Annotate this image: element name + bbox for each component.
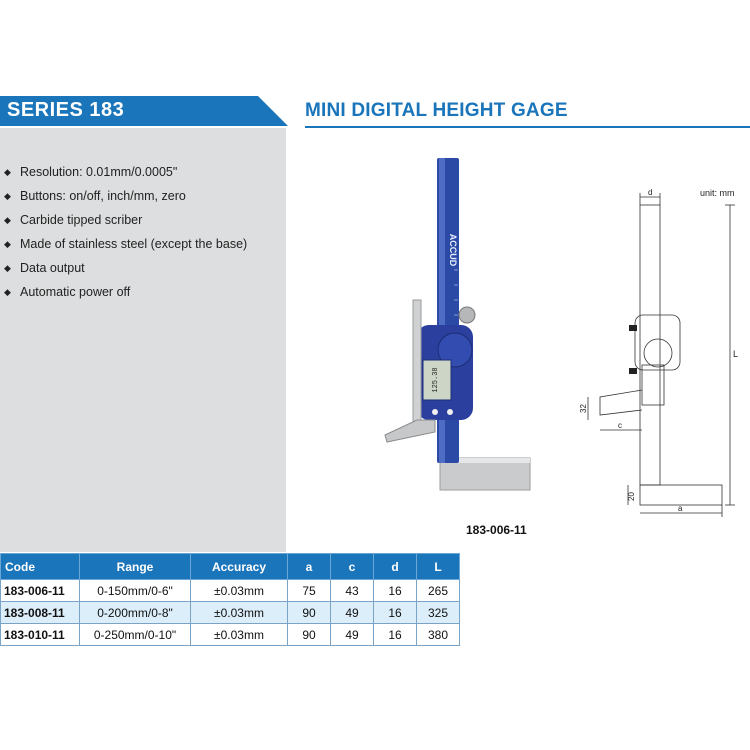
cell-code: 183-008-11 xyxy=(1,602,80,624)
dim-label-L: L xyxy=(733,349,739,359)
cell-d: 16 xyxy=(374,580,417,602)
table-header-row xyxy=(1,554,460,580)
diamond-bullet-icon: ◆ xyxy=(4,167,11,177)
cell-range: 0-150mm/0-6" xyxy=(80,580,191,602)
col-header-c: c xyxy=(331,554,374,580)
title-underline xyxy=(305,126,750,128)
cell-c: 43 xyxy=(331,580,374,602)
diamond-bullet-icon: ◆ xyxy=(4,215,11,225)
cell-code: 183-010-11 xyxy=(1,624,80,646)
product-photo xyxy=(375,150,540,500)
dim-label-d: d xyxy=(648,188,653,197)
dim-label-a: a xyxy=(678,504,683,513)
col-header-d: d xyxy=(374,554,417,580)
features-list xyxy=(4,160,247,304)
table-row xyxy=(1,602,460,624)
unit-label: unit: mm xyxy=(700,188,735,198)
table-row xyxy=(1,624,460,646)
brand-label: ACCUD xyxy=(448,233,458,267)
feature-item: ◆ Automatic power off xyxy=(4,280,247,304)
diamond-bullet-icon: ◆ xyxy=(4,239,11,249)
cell-range: 0-250mm/0-10" xyxy=(80,624,191,646)
cell-c: 49 xyxy=(331,602,374,624)
cell-range: 0-200mm/0-8" xyxy=(80,602,191,624)
cell-L: 380 xyxy=(417,624,460,646)
spec-table xyxy=(0,553,460,646)
cell-L: 265 xyxy=(417,580,460,602)
dimension-drawing xyxy=(580,185,745,520)
cell-a: 90 xyxy=(288,624,331,646)
dim-label-c: c xyxy=(618,421,622,430)
col-header-code: Code xyxy=(1,554,80,580)
cell-c: 49 xyxy=(331,624,374,646)
display-reading: 125.38 xyxy=(432,367,440,393)
feature-item: ◆ Resolution: 0.01mm/0.0005" xyxy=(4,160,247,184)
photo-caption: 183-006-11 xyxy=(466,523,527,537)
table-row xyxy=(1,580,460,602)
cell-a: 90 xyxy=(288,602,331,624)
diamond-bullet-icon: ◆ xyxy=(4,287,11,297)
feature-item: ◆ Made of stainless steel (except the base) xyxy=(4,232,247,256)
col-header-L: L xyxy=(417,554,460,580)
feature-item: ◆ Carbide tipped scriber xyxy=(4,208,247,232)
cell-L: 325 xyxy=(417,602,460,624)
dim-label-32: 32 xyxy=(579,404,588,413)
cell-d: 16 xyxy=(374,624,417,646)
cell-accuracy: ±0.03mm xyxy=(191,602,288,624)
cell-accuracy: ±0.03mm xyxy=(191,624,288,646)
cell-code: 183-006-11 xyxy=(1,580,80,602)
page-title: MINI DIGITAL HEIGHT GAGE xyxy=(305,100,568,121)
diamond-bullet-icon: ◆ xyxy=(4,191,11,201)
cell-accuracy: ±0.03mm xyxy=(191,580,288,602)
cell-a: 75 xyxy=(288,580,331,602)
diamond-bullet-icon: ◆ xyxy=(4,263,11,273)
cell-d: 16 xyxy=(374,602,417,624)
series-title: SERIES 183 xyxy=(7,99,125,121)
col-header-a: a xyxy=(288,554,331,580)
dim-label-20: 20 xyxy=(627,492,636,501)
feature-item: ◆ Data output xyxy=(4,256,247,280)
col-header-accuracy: Accuracy xyxy=(191,554,288,580)
col-header-range: Range xyxy=(80,554,191,580)
feature-item: ◆ Buttons: on/off, inch/mm, zero xyxy=(4,184,247,208)
